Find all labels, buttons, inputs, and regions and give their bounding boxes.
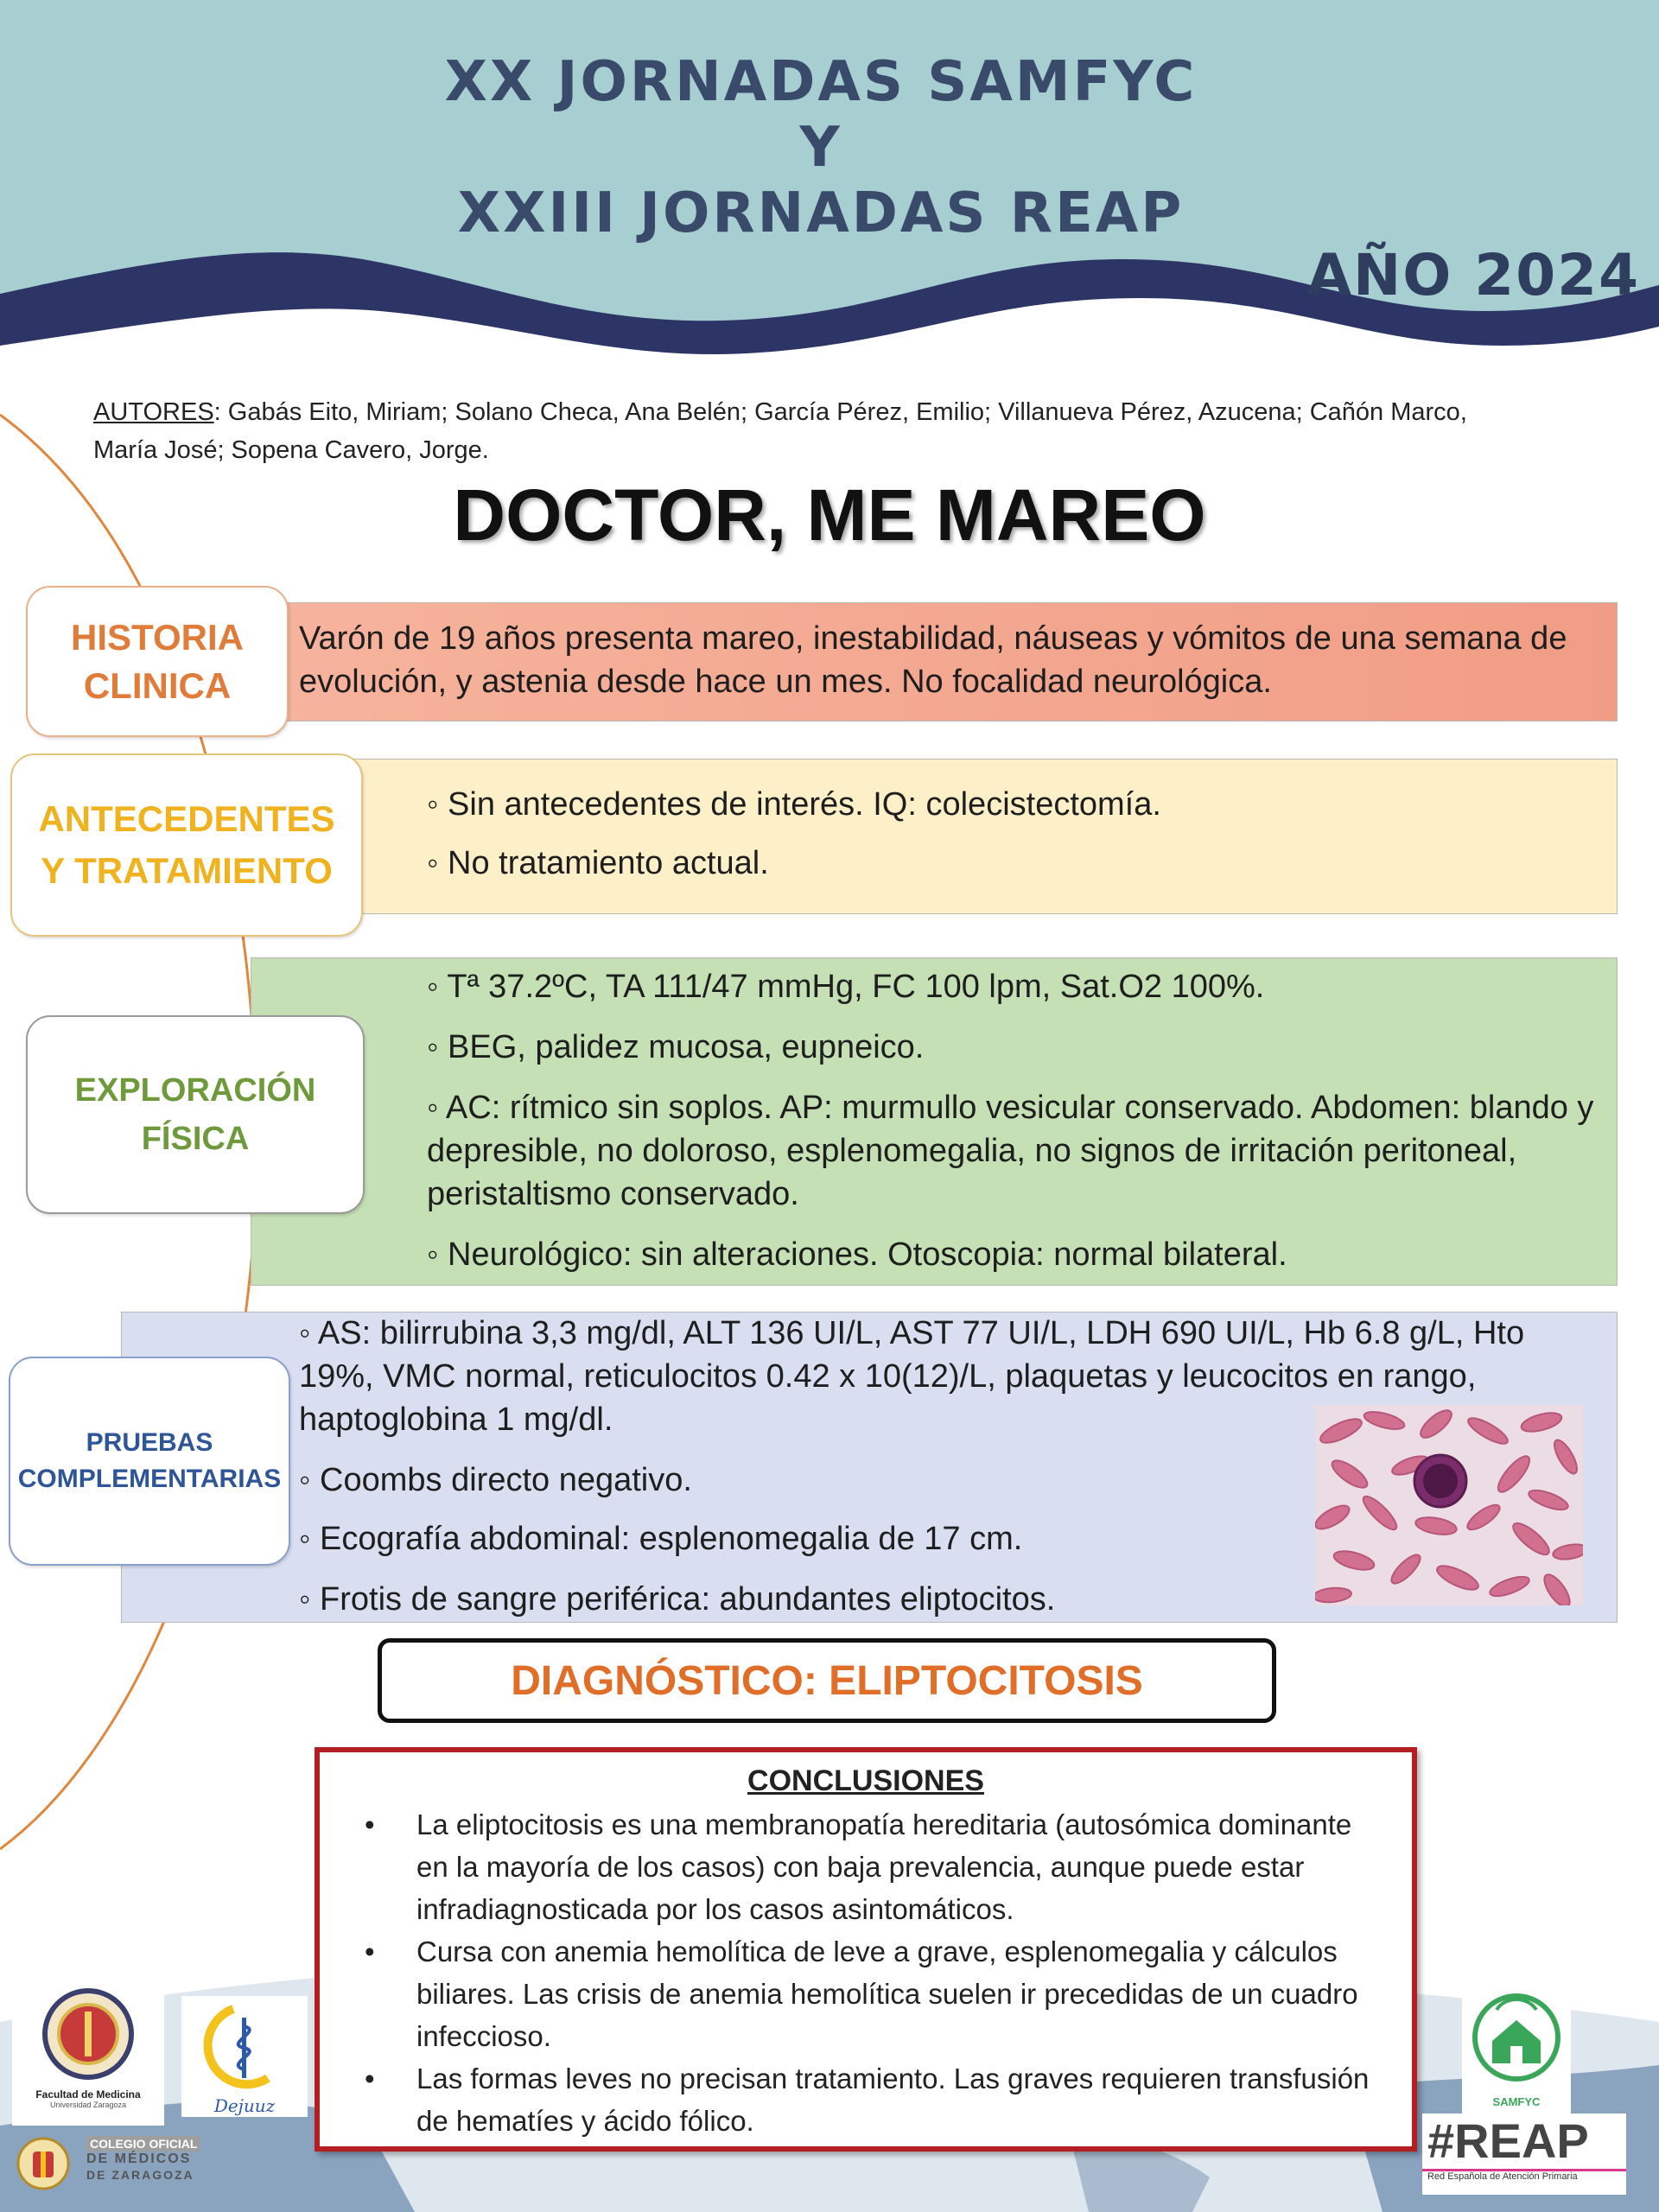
- antecedentes-list: [427, 783, 1602, 902]
- antecedentes-label-line2: Y TRATAMIENTO: [41, 850, 333, 891]
- conclusion-text: Cursa con anemia hemolítica de leve a grave, esplenomegalia y cálculos biliares. Las crisis de anemia hemolítica suelen ir precedidas de un cuadro infeccioso.: [416, 1936, 1358, 2052]
- exploracion-item: ◦ AC: rítmico sin soplos. AP: murmullo vesicular conservado. Abdomen: blando y depresible, no doloroso, esplenomegalia, no signos de irritación peritoneal, peristaltismo conservado.: [427, 1090, 1594, 1212]
- authors: [93, 393, 1510, 469]
- caduceus-icon: [181, 1996, 308, 2091]
- conclusion-text: La eliptocitosis es una membranopatía hereditaria (autosómica dominante en la mayoría de los casos) con baja prevalencia, aunque puede estar infradiagnosticada por los casos asintomáticos.: [416, 1808, 1352, 1925]
- house-doctor-icon: [1462, 1987, 1571, 2091]
- colegio-line3: DE ZARAGOZA: [86, 2168, 194, 2182]
- header-title-line2: Y: [799, 116, 842, 180]
- exploracion-item: ◦ BEG, palidez mucosa, eupneico.: [427, 1029, 925, 1065]
- page-title: DOCTOR, ME MAREO: [453, 474, 1206, 556]
- exploracion-label: [26, 1015, 365, 1214]
- historia-label-line2: CLINICA: [83, 664, 232, 706]
- header-year: AÑO 2024: [1306, 242, 1640, 308]
- historia-label-line1: HISTORIA: [71, 616, 244, 658]
- samfyc-logo-text: SAMFYC: [1492, 2095, 1541, 2108]
- facultad-logo-subtext: Universidad Zaragoza: [49, 2101, 127, 2109]
- conclusions-box: [315, 1747, 1417, 2152]
- facultad-logo-text: Facultad de Medicina: [35, 2088, 141, 2101]
- bullet: •: [365, 2063, 375, 2094]
- bullet: •: [365, 1936, 375, 1967]
- pruebas-item: ◦ Coombs directo negativo.: [299, 1462, 692, 1498]
- authors-text: : Gabás Eito, Miriam; Solano Checa, Ana Belén; García Pérez, Emilio; Villanueva Pérez, Azucena; Cañón Marco, María José; Sopena Cavero, Jorge.: [93, 398, 1467, 464]
- colegio-medicos-logo: [12, 2133, 211, 2195]
- historia-label: [26, 586, 289, 737]
- historia-text: Varón de 19 años presenta mareo, inestabilidad, náuseas y vómitos de una semana de evolución, y astenia desde hace un mes. No focalidad neurológica.: [299, 620, 1567, 700]
- header-title-line3: XXIII JORNADAS REAP: [457, 181, 1185, 245]
- blood-smear-image: [1315, 1405, 1583, 1605]
- university-seal-icon: [12, 1980, 164, 2084]
- pruebas-label: [9, 1357, 290, 1566]
- pruebas-item: ◦ Ecografía abdominal: esplenomegalia de 17 cm.: [299, 1521, 1023, 1557]
- exploracion-list: [427, 965, 1611, 1294]
- antecedentes-label: [10, 753, 363, 937]
- antecedentes-label-line1: ANTECEDENTES: [38, 798, 335, 839]
- facultad-medicina-logo: [12, 1980, 164, 2126]
- list-item: [354, 1930, 1377, 2057]
- exploracion-item: ◦ Neurológico: sin alteraciones. Otoscopia: normal bilateral.: [427, 1236, 1287, 1273]
- list-item: [354, 2057, 1377, 2142]
- diagnosis-box: DIAGNÓSTICO: ELIPTOCITOSIS: [378, 1638, 1276, 1723]
- conclusions-title: CONCLUSIONES: [747, 1764, 984, 1797]
- antecedentes-item: ◦ Sin antecedentes de interés. IQ: colecistectomía.: [427, 786, 1161, 823]
- authors-label: AUTORES: [93, 398, 214, 426]
- pruebas-label-line2: COMPLEMENTARIAS: [17, 1465, 282, 1493]
- conclusions-list: [354, 1803, 1377, 2142]
- list-item: [354, 1803, 1377, 1930]
- coat-of-arms-icon: [16, 2136, 71, 2191]
- bullet: •: [365, 1808, 375, 1840]
- delicias-logo: [181, 1996, 308, 2117]
- colegio-line1: COLEGIO OFICIAL: [86, 2136, 200, 2152]
- antecedentes-item: ◦ No tratamiento actual.: [427, 845, 769, 881]
- pruebas-item: ◦ AS: bilirrubina 3,3 mg/dl, ALT 136 UI/L, AST 77 UI/L, LDH 690 UI/L, Hb 6.8 g/L, Hto 19%, VMC normal, reticulocitos 0.42 x 10(12)/L, plaquetas y leucocitos en rango, haptoglobina 1 mg/dl.: [299, 1315, 1525, 1438]
- delicias-logo-text: Dejuuz: [213, 2095, 276, 2116]
- reap-logo-text: #REAP: [1427, 2113, 1589, 2168]
- reap-logo: [1422, 2113, 1626, 2195]
- exploracion-label-line2: FÍSICA: [141, 1121, 250, 1157]
- exploracion-item: ◦ Tª 37.2ºC, TA 111/47 mmHg, FC 100 lpm, Sat.O2 100%.: [427, 969, 1265, 1005]
- pruebas-label-line1: PRUEBAS: [86, 1428, 213, 1457]
- colegio-line2: DE MÉDICOS: [86, 2152, 192, 2166]
- reap-logo-subtext: Red Española de Atención Primaria: [1422, 2169, 1626, 2182]
- exploracion-label-line1: EXPLORACIÓN: [74, 1072, 316, 1109]
- conclusion-text: Las formas leves no precisan tratamiento. Las graves requieren transfusión de hematíes y ácido fólico.: [416, 2063, 1370, 2137]
- pruebas-item: ◦ Frotis de sangre periférica: abundantes eliptocitos.: [299, 1581, 1056, 1618]
- samfyc-logo: [1462, 1987, 1571, 2117]
- header-title-line1: XX JORNADAS SAMFYC: [444, 50, 1198, 114]
